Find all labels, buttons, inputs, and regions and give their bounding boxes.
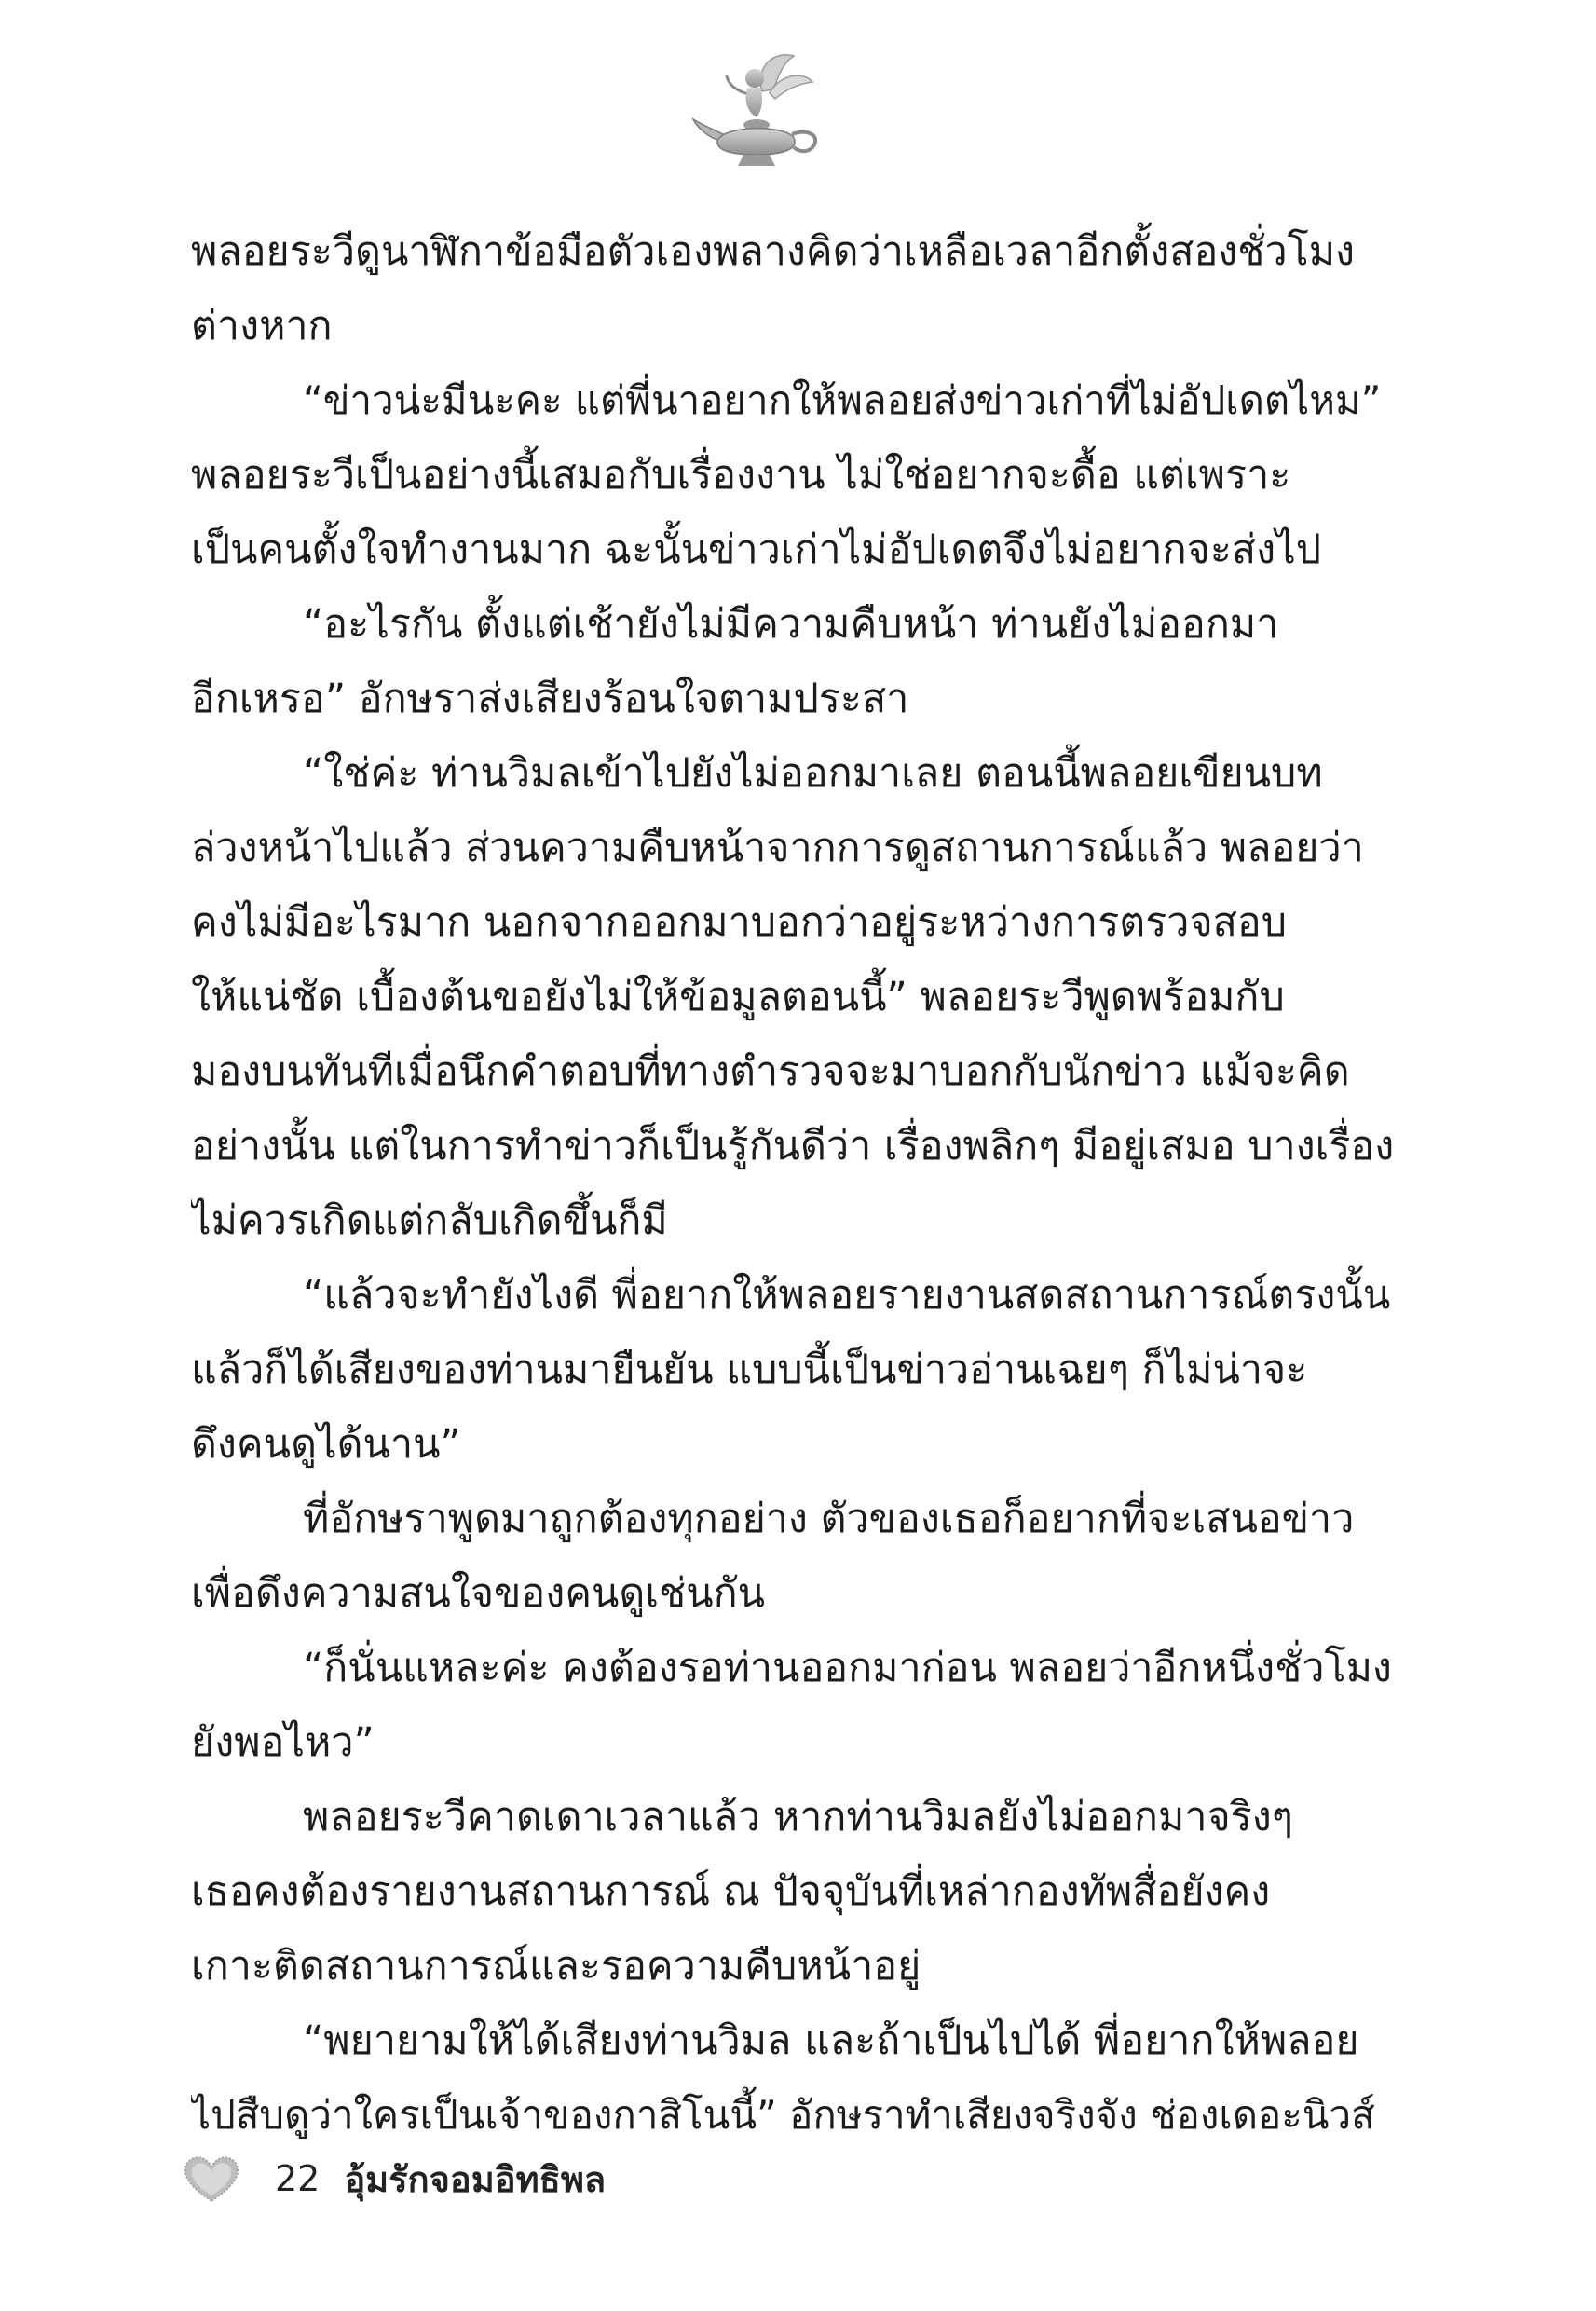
text-line: “อะไรกัน ตั้งแต่เช้ายังไม่มีความคืบหน้า ท่านยังไม่ออกมา [303,601,1279,648]
text-line: “ข่าวน่ะมีนะคะ แต่พี่นาอยากให้พลอยส่งข่าวเก่าที่ไม่อัปเดตไหม” [303,377,1382,423]
text-line: ยังพอไหว” [191,1719,375,1766]
text-line: พลอยระวีคาดเดาเวลาแล้ว หากท่านวิมลยังไม่ออกมาจริงๆ [303,1794,1293,1840]
text-line: อย่างนั้น แต่ในการทำข่าวก็เป็นรู้กันดีว่า เรื่องพลิกๆ มีอยู่เสมอ บางเรื่อง [191,1123,1395,1169]
heart-icon [182,2153,241,2205]
text-line: ให้แน่ชัด เบื้องต้นขอยังไม่ให้ข้อมูลตอนนี้” พลอยระวีพูดพร้อมกับ [191,974,1285,1020]
text-line: ไม่ควรเกิดแต่กลับเกิดขึ้นก็มี [191,1197,668,1244]
text-line: “ใช่ค่ะ ท่านวิมลเข้าไปยังไม่ออกมาเลย ตอนนี้พลอยเขียนบท [303,750,1323,797]
page-footer [182,2141,606,2216]
text-line: ไปสืบดูว่าใครเป็นเจ้าของกาสิโนนี้” อักษราทำเสียงจริงจัง ช่องเดอะนิวส์ [191,2092,1375,2138]
text-line: ต่างหาก [191,303,333,349]
cupid-on-magic-lamp-icon [689,47,829,172]
book-title: อุ้มรักจอมอิทธิพล [344,2158,607,2200]
text-line: มองบนทันทีเมื่อนึกคำตอบที่ทางตำรวจจะมาบอกกับนักข่าว แม้จะคิด [191,1048,1350,1095]
text-line: คงไม่มีอะไรมาก นอกจากออกมาบอกว่าอยู่ระหว่างการตรวจสอบ [191,899,1288,946]
text-line: ดึงคนดูได้นาน” [191,1421,461,1468]
text-line: “แล้วจะทำยังไงดี พี่อยากให้พลอยรายงานสดสถานการณ์ตรงนั้น [303,1272,1391,1319]
text-line: เกาะติดสถานการณ์และรอความคืบหน้าอยู่ [191,1943,921,1990]
text-line: พลอยระวีดูนาฬิกาข้อมือตัวเองพลางคิดว่าเหลือเวลาอีกตั้งสองชั่วโมง [191,228,1356,275]
body-text [191,214,1402,2153]
text-line: อีกเหรอ” อักษราส่งเสียงร้อนใจตามประสา [191,676,909,722]
page-number: 22 [275,2158,321,2199]
text-line: เพื่อดึงความสนใจของคนดูเช่นกัน [191,1570,766,1617]
text-line: เธอคงต้องรายงานสถานการณ์ ณ ปัจจุบันที่เหล่ากองทัพสื่อยังคง [191,1868,1271,1915]
text-line: ที่อักษราพูดมาถูกต้องทุกอย่าง ตัวของเธอก็อยากที่จะเสนอข่าว [303,1496,1355,1542]
text-line: “พยายามให้ได้เสียงท่านวิมล และถ้าเป็นไปได้ พี่อยากให้พลอย [303,2017,1359,2064]
text-line: “ก็นั่นแหละค่ะ คงต้องรอท่านออกมาก่อน พลอยว่าอีกหนึ่งชั่วโมง [303,1645,1392,1691]
text-line: พลอยระวีเป็นอย่างนี้เสมอกับเรื่องงาน ไม่ใช่อยากจะดื้อ แต่เพราะ [191,452,1291,499]
text-line: ล่วงหน้าไปแล้ว ส่วนความคืบหน้าจากการดูสถานการณ์แล้ว พลอยว่า [191,825,1364,871]
text-line: แล้วก็ได้เสียงของท่านมายืนยัน แบบนี้เป็นข่าวอ่านเฉยๆ ก็ไม่น่าจะ [191,1347,1308,1393]
text-line: เป็นคนตั้งใจทำงานมาก ฉะนั้นข่าวเก่าไม่อัปเดตจึงไม่อยากจะส่งไป [191,526,1322,573]
